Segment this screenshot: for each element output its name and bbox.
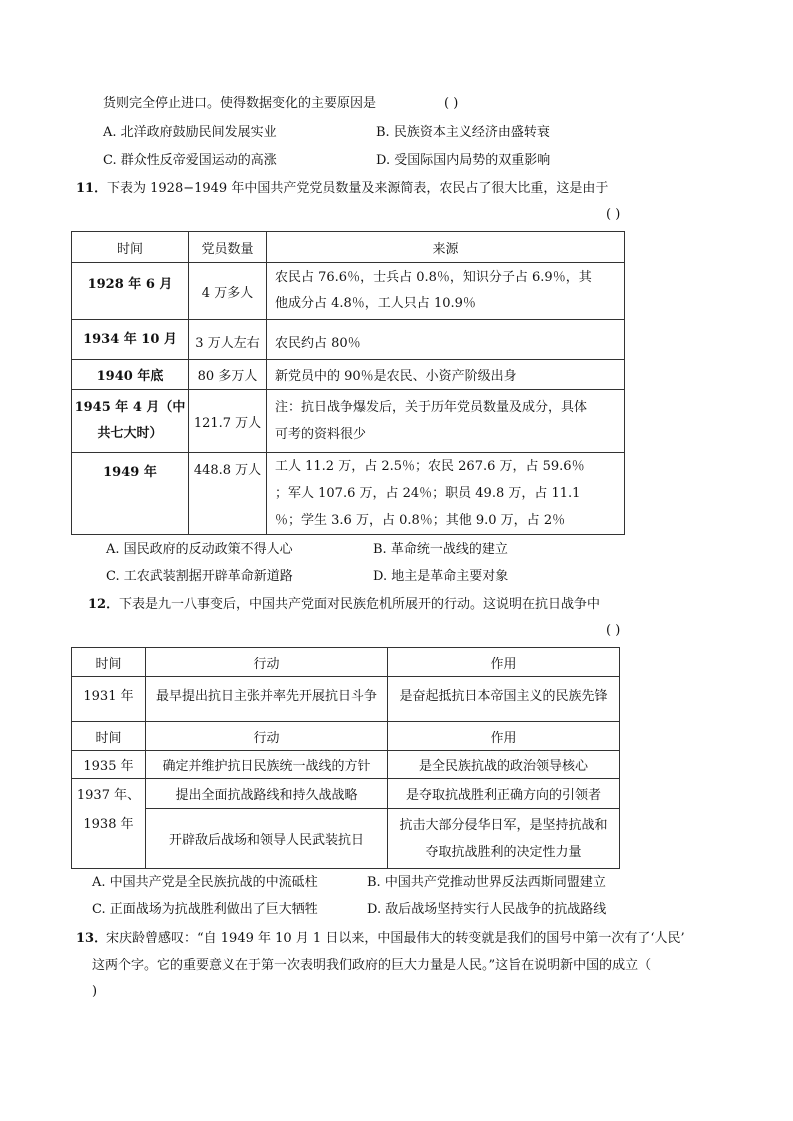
q12-stem: 下表是九一八事变后，中国共产党面对民族危机所展开的行动。这说明在抗日战争中 bbox=[119, 597, 601, 612]
q11-table-header-row bbox=[72, 232, 625, 263]
q12-header-action: 行动 bbox=[146, 648, 388, 677]
q12-header2-effect: 作用 bbox=[388, 722, 620, 751]
q11-row4-source-line: 可考的资料很少 bbox=[275, 427, 367, 442]
q11-row5-count: 448.8 万人 bbox=[189, 453, 267, 535]
q12-row1-action: 最早提出抗日主张并率先开展抗日斗争 bbox=[146, 677, 388, 722]
q10-option-a: A. 北洋政府鼓励民间发展实业 bbox=[103, 125, 277, 140]
q11-option-c: C. 工农武装割据开辟革命新道路 bbox=[106, 569, 293, 584]
q12-row2-time: 1935 年 bbox=[72, 751, 146, 779]
q11-row1-source-line: 农民占 76.6％，士兵占 0.8％，知识分子占 6.9％，其 bbox=[275, 270, 592, 285]
q11-row1-source bbox=[267, 263, 625, 320]
q10-option-d: D. 受国际国内局势的双重影响 bbox=[376, 153, 551, 168]
q10-option-b: B. 民族资本主义经济由盛转衰 bbox=[376, 125, 550, 140]
q13-number: 13． bbox=[76, 931, 108, 946]
q12-header2-action: 行动 bbox=[146, 722, 388, 751]
q12-row4-effect: 抗击大部分侵华日军，是坚持抗战和夺取抗战胜利的决定性力量 bbox=[388, 809, 620, 869]
q12-option-d: D. 敌后战场坚持实行人民战争的抗战路线 bbox=[367, 902, 607, 917]
q11-header-source: 来源 bbox=[267, 232, 625, 263]
q11-row1-time: 1928 年 6 月 bbox=[72, 263, 189, 320]
q12-header2-time: 时间 bbox=[72, 722, 146, 751]
q11-table-row bbox=[72, 360, 625, 390]
q12-row4-action: 开辟敌后战场和领导人民武装抗日 bbox=[146, 809, 388, 869]
q11-row5-source bbox=[267, 453, 625, 535]
q11-table-row bbox=[72, 320, 625, 360]
q11-row4-time: 1945 年 4 月（中共七大时） bbox=[72, 390, 189, 453]
q13-line-1: 宋庆龄曾感叹：“自 1949 年 10 月 1 日以来，中国最伟大的转变就是我们的国号中第一次有了‘人民’ bbox=[106, 931, 685, 946]
q11-stem: 下表为 1928−1949 年中国共产党党员数量及来源简表，农民占了很大比重，这是由于 bbox=[107, 181, 609, 196]
q12-table-header-row bbox=[72, 722, 620, 751]
q11-table bbox=[71, 231, 625, 535]
q11-table-row bbox=[72, 390, 625, 453]
q11-header-count: 党员数量 bbox=[189, 232, 267, 263]
q11-row3-time: 1940 年底 bbox=[72, 360, 189, 390]
q12-table-row bbox=[72, 751, 620, 779]
q11-answer-paren: ( ) bbox=[606, 207, 621, 222]
q12-option-a: A. 中国共产党是全民族抗战的中流砥柱 bbox=[92, 875, 318, 890]
q11-row2-source: 农民约占 80％ bbox=[267, 320, 625, 360]
q12-answer-paren: ( ) bbox=[606, 623, 621, 638]
q11-row5-source-line: ；军人 107.6 万，占 24％；职员 49.8 万，占 11.1 bbox=[275, 486, 581, 501]
q11-row1-count: 4 万多人 bbox=[189, 263, 267, 320]
q11-row5-source-line: ％；学生 3.6 万，占 0.8％；其他 9.0 万，占 2％ bbox=[275, 513, 566, 528]
q11-header-time: 时间 bbox=[72, 232, 189, 263]
q11-number: 11． bbox=[76, 181, 108, 196]
q11-row4-source bbox=[267, 390, 625, 453]
q12-row1-effect: 是奋起抵抗日本帝国主义的民族先锋 bbox=[388, 677, 620, 722]
q11-row4-source-line: 注：抗日战争爆发后，关于历年党员数量及成分，具体 bbox=[275, 400, 588, 415]
q12-row3-effect: 是夺取抗战胜利正确方向的引领者 bbox=[388, 779, 620, 809]
q11-option-d: D. 地主是革命主要对象 bbox=[373, 569, 509, 584]
q12-number: 12． bbox=[88, 597, 120, 612]
q13-line-3: ) bbox=[92, 984, 98, 999]
q12-row2-effect: 是全民族抗战的政治领导核心 bbox=[388, 751, 620, 779]
q11-row5-time: 1949 年 bbox=[72, 453, 189, 535]
q12-row2-action: 确定并维护抗日民族统一战线的方针 bbox=[146, 751, 388, 779]
q12-table-row bbox=[72, 779, 620, 809]
q11-row2-time: 1934 年 10 月 bbox=[72, 320, 189, 360]
q11-row1-source-line: 他成分占 4.8％，工人只占 10.9％ bbox=[275, 296, 476, 311]
q11-table-row bbox=[72, 263, 625, 320]
q13-line-2: 这两个字。它的重要意义在于第一次表明我们政府的巨大力量是人民。”这旨在说明新中国的成立（ bbox=[92, 958, 652, 973]
q10-option-c: C. 群众性反帝爱国运动的高涨 bbox=[103, 153, 277, 168]
q11-table-row bbox=[72, 453, 625, 535]
q12-table-row bbox=[72, 809, 620, 869]
q12-header-effect: 作用 bbox=[388, 648, 620, 677]
q12-header-time: 时间 bbox=[72, 648, 146, 677]
q12-option-b: B. 中国共产党推动世界反法西斯同盟建立 bbox=[367, 875, 606, 890]
q11-option-b: B. 革命统一战线的建立 bbox=[373, 542, 508, 557]
q12-table-row bbox=[72, 677, 620, 722]
q11-option-a: A. 国民政府的反动政策不得人心 bbox=[106, 542, 293, 557]
q11-row3-count: 80 多万人 bbox=[189, 360, 267, 390]
q12-table-header-row bbox=[72, 648, 620, 677]
q12-row3-action: 提出全面抗战路线和持久战战略 bbox=[146, 779, 388, 809]
q11-row4-count: 121.7 万人 bbox=[189, 390, 267, 453]
q11-row2-count: 3 万人左右 bbox=[189, 320, 267, 360]
q12-row1-time: 1931 年 bbox=[72, 677, 146, 722]
q12-row3-time: 1937 年、1938 年 bbox=[72, 779, 146, 869]
q11-row3-source: 新党员中的 90％是农民、小资产阶级出身 bbox=[267, 360, 625, 390]
q11-row5-source-line: 工人 11.2 万，占 2.5％；农民 267.6 万，占 59.6％ bbox=[275, 459, 585, 474]
q12-table bbox=[71, 647, 620, 869]
q10-stem-tail: 货则完全停止进口。使得数据变化的主要原因是 bbox=[103, 96, 377, 111]
q10-answer-paren: ( ) bbox=[444, 96, 459, 111]
q12-option-c: C. 正面战场为抗战胜利做出了巨大牺牲 bbox=[92, 902, 318, 917]
